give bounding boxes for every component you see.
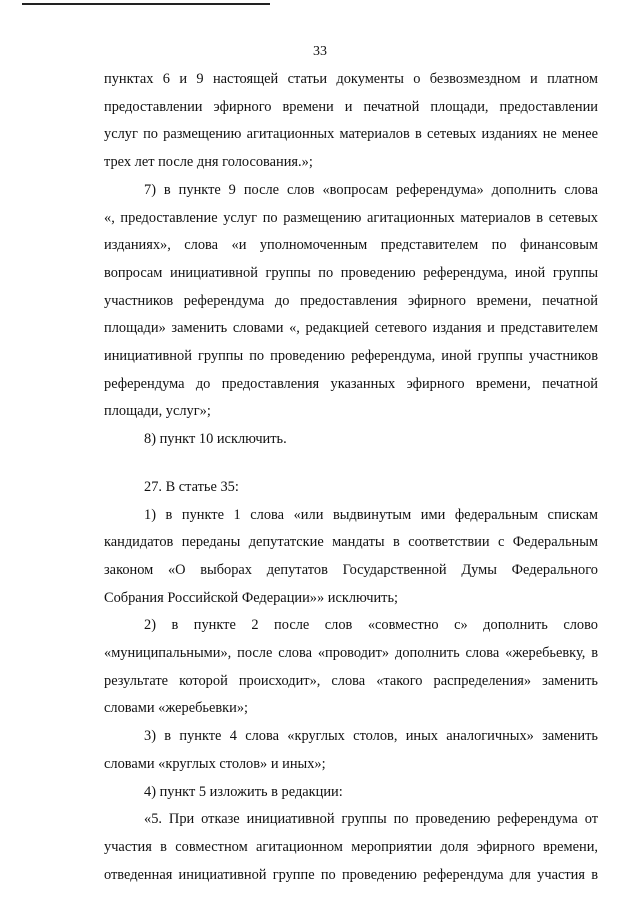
paragraph bbox=[104, 612, 598, 723]
paragraph bbox=[104, 502, 598, 613]
paragraph bbox=[104, 779, 598, 807]
text-line: 4) пункт 5 изложить в редакции: bbox=[144, 783, 343, 800]
text-line: 1) в пункте 1 слова «или выдвинутым ими федеральным спискам bbox=[144, 506, 598, 523]
paragraph bbox=[104, 474, 598, 502]
header-rule bbox=[22, 3, 270, 5]
text-line: 27. В статье 35: bbox=[144, 478, 239, 495]
text-line: участия в совместном агитационном мероприятии доля эфирного времени, bbox=[104, 838, 598, 855]
text-line: отведенная инициативной группе по проведению референдума для участия в bbox=[104, 866, 598, 883]
paragraph bbox=[104, 426, 598, 454]
page-number: 33 bbox=[313, 44, 327, 59]
paragraph bbox=[104, 177, 598, 426]
text-line: инициативной группы по проведению референдума, иной группы участников bbox=[104, 348, 598, 365]
text-line: словами «жеребьевки»; bbox=[104, 700, 249, 717]
text-line: трех лет после дня голосования.»; bbox=[104, 154, 313, 171]
text-line: пунктах 6 и 9 настоящей статьи документы о безвозмездном и платном bbox=[104, 71, 598, 87]
paragraph bbox=[104, 723, 598, 778]
text-line: площади, услуг»; bbox=[104, 403, 211, 420]
text-line: вопросам инициативной группы по проведению референдума, иной группы bbox=[104, 264, 598, 281]
text-line: 3) в пункте 4 слова «круглых столов, иных аналогичных» заменить bbox=[144, 728, 598, 745]
text-line: законом «О выборах депутатов Государственной Думы Федерального bbox=[104, 561, 598, 578]
paragraph bbox=[104, 806, 598, 889]
text-line: словами «круглых столов» и иных»; bbox=[104, 755, 326, 772]
text-line: предоставлении эфирного времени и печатной площади, предоставлении bbox=[104, 98, 598, 115]
text-line: Собрания Российской Федерации»» исключить; bbox=[104, 589, 399, 606]
text-line: «муниципальными», после слова «проводит» дополнить слова «жеребьевку, в bbox=[104, 645, 598, 662]
text-line: изданиях», слова «и уполномоченным представителем по финансовым bbox=[104, 237, 598, 254]
text-line: кандидатов переданы депутатские мандаты в соответствии с Федеральным bbox=[104, 534, 598, 551]
text-line: 7) в пункте 9 после слов «вопросам референдума» дополнить слова bbox=[144, 181, 598, 198]
document-body bbox=[104, 66, 598, 889]
text-line: 8) пункт 10 исключить. bbox=[144, 431, 287, 448]
paragraph bbox=[104, 66, 598, 177]
text-line: результате которой происходит», слова «такого распределения» заменить bbox=[104, 672, 598, 689]
paragraph-gap bbox=[104, 454, 598, 474]
text-line: «5. При отказе инициативной группы по проведению референдума от bbox=[144, 811, 598, 828]
text-line: референдума до предоставления указанных эфирного времени, печатной bbox=[104, 375, 598, 392]
text-line: услуг по размещению агитационных материалов в сетевых изданиях не менее bbox=[104, 126, 598, 143]
text-line: 2) в пункте 2 после слов «совместно с» дополнить слово bbox=[144, 617, 598, 634]
text-line: «, предоставление услуг по размещению агитационных материалов в сетевых bbox=[104, 209, 598, 226]
text-line: площади» заменить словами «, редакцией сетевого издания и представителем bbox=[104, 320, 598, 337]
text-line: участников референдума до предоставления эфирного времени, печатной bbox=[104, 292, 598, 309]
